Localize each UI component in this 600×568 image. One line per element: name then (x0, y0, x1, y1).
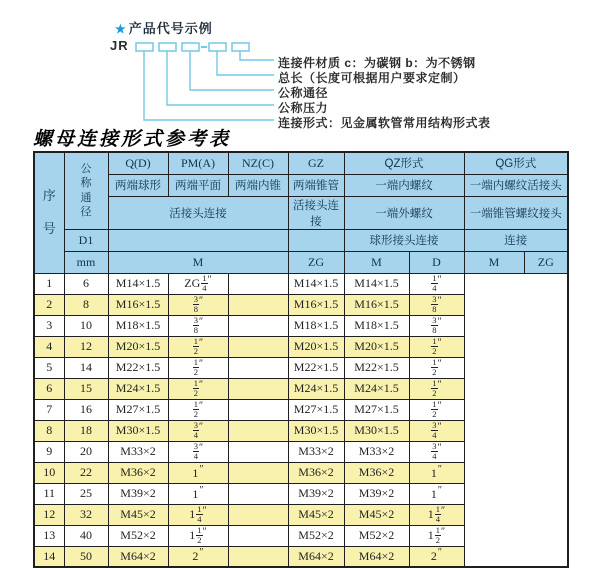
connector-line (144, 51, 274, 120)
table-cell: M16×1.5 (288, 294, 344, 315)
table-cell: M24×1.5 (108, 378, 168, 399)
table-cell: 7 (34, 399, 64, 420)
table-cell (228, 294, 288, 315)
header-unit-qg-zg: ZG (524, 251, 568, 273)
header-unit-mm: mm (64, 251, 108, 273)
page-title: 螺母连接形式参考表 (33, 128, 232, 150)
table-cell (228, 483, 288, 504)
table-cell: M30×1.5 (344, 420, 409, 441)
table-cell: M18×1.5 (108, 315, 168, 336)
table-cell: 13 (34, 525, 64, 546)
header-col-gz: GZ (288, 152, 344, 174)
table-cell: $\frac{3}{4}$ ″ (409, 441, 464, 462)
table-cell: 22 (64, 462, 108, 483)
header-col-qg: QG形式 (464, 152, 568, 174)
diagram-label-connection: 连接形式：见金属软管常用结构形式表 (278, 116, 491, 130)
table-cell: M36×2 (108, 462, 168, 483)
connector-line (240, 51, 274, 60)
table-cell: 1 $\frac{1}{2}$ ″ (409, 525, 464, 546)
header-gz-desc: 两端锥管 (288, 174, 344, 196)
table-cell: M22×1.5 (108, 357, 168, 378)
table-cell: 2″ (168, 546, 228, 567)
table-cell: ZG $\frac{1}{4}$ ″ (168, 273, 228, 294)
header-col-qz: QZ形式 (344, 152, 464, 174)
table-cell (228, 357, 288, 378)
table-cell: M18×1.5 (344, 315, 409, 336)
table-row (34, 273, 568, 294)
header-empty-cell (288, 229, 344, 251)
header-empty-cell (108, 229, 288, 251)
header-col-pm: PM(A) (168, 152, 228, 174)
header-qg-connection: 连接 (464, 229, 568, 251)
table-cell: 1″ (409, 462, 464, 483)
table-cell: $\frac{3}{8}$ ″ (409, 315, 464, 336)
table-cell (228, 546, 288, 567)
table-row (34, 483, 568, 504)
table-row (34, 336, 568, 357)
table-cell: 6 (64, 273, 108, 294)
header-col-nz: NZ(C) (228, 152, 288, 174)
table-cell: 9 (34, 441, 64, 462)
product-code-box (232, 43, 249, 51)
header-seq: 序号 (34, 152, 64, 273)
table-cell: M64×2 (288, 546, 344, 567)
table-cell: M52×2 (344, 525, 409, 546)
table-cell: M36×2 (344, 462, 409, 483)
product-code-box (209, 43, 226, 51)
table-cell: M27×1.5 (288, 399, 344, 420)
table-cell: M20×1.5 (108, 336, 168, 357)
header-nz-desc: 两端内锥 (228, 174, 288, 196)
table-cell: 1″ (168, 462, 228, 483)
table-cell: M64×2 (344, 546, 409, 567)
table-cell: M45×2 (344, 504, 409, 525)
product-code-box (182, 43, 199, 51)
table-cell: 16 (64, 399, 108, 420)
header-col-q: Q(D) (108, 152, 168, 174)
table-cell: $\frac{3}{8}$ ″ (409, 294, 464, 315)
table-cell: $\frac{3}{8}$ ″ (168, 294, 228, 315)
table-cell (228, 441, 288, 462)
header-unit-qg-m: M (464, 251, 524, 273)
table-cell: 1″ (409, 483, 464, 504)
table-cell: 14 (64, 357, 108, 378)
connector-line (190, 51, 274, 90)
table-cell: M45×2 (288, 504, 344, 525)
product-code-box (136, 43, 153, 51)
table-cell: M30×1.5 (288, 420, 344, 441)
table-cell (228, 420, 288, 441)
table-cell (228, 399, 288, 420)
table-cell: 1″ (168, 483, 228, 504)
table-row (34, 315, 568, 336)
table-cell: $\frac{3}{8}$ ″ (168, 315, 228, 336)
table-cell: 8 (64, 294, 108, 315)
table-cell: M16×1.5 (108, 294, 168, 315)
table-cell: M33×2 (108, 441, 168, 462)
table-cell: 10 (64, 315, 108, 336)
nut-connection-table (33, 151, 569, 568)
diagram-label-diameter: 公称通径 (278, 86, 329, 100)
star-icon: ★ (115, 22, 127, 36)
header-unit-m: M (108, 251, 288, 273)
table-row (34, 399, 568, 420)
table-row (34, 546, 568, 567)
table-cell (228, 273, 288, 294)
header-unit-qz-m: M (344, 251, 409, 273)
table-cell: M39×2 (288, 483, 344, 504)
table-cell (228, 462, 288, 483)
table-row (34, 504, 568, 525)
table-cell: M33×2 (344, 441, 409, 462)
table-cell: 32 (64, 504, 108, 525)
table-cell: M36×2 (288, 462, 344, 483)
table-row (34, 378, 568, 399)
diagram-title-text: 产品代号示例 (128, 21, 213, 36)
product-code-prefix: JR (110, 38, 129, 53)
header-nominal-diameter: 公称通径 (64, 152, 108, 229)
table-cell: $\frac{1}{2}$ ″ (409, 336, 464, 357)
table-row (34, 294, 568, 315)
table-cell: M64×2 (108, 546, 168, 567)
table-cell: 2″ (409, 546, 464, 567)
table-cell: M27×1.5 (108, 399, 168, 420)
header-unit-qz-d: D (409, 251, 464, 273)
table-cell: 11 (34, 483, 64, 504)
table-cell: $\frac{3}{4}$ ″ (168, 420, 228, 441)
table-row (34, 420, 568, 441)
table-cell: 20 (64, 441, 108, 462)
table-cell: 15 (64, 378, 108, 399)
header-d1: D1 (64, 229, 108, 251)
header-qg-desc1: 一端内螺纹活接头 (464, 174, 568, 196)
table-cell (228, 504, 288, 525)
table-cell: 1 $\frac{1}{2}$ ″ (168, 525, 228, 546)
table-cell: $\frac{1}{2}$ ″ (168, 357, 228, 378)
table-cell: M24×1.5 (288, 378, 344, 399)
table-cell: M14×1.5 (288, 273, 344, 294)
table-cell: M39×2 (108, 483, 168, 504)
table-cell: 1 (34, 273, 64, 294)
table-cell: M16×1.5 (344, 294, 409, 315)
table-cell: $\frac{3}{4}$ ″ (409, 420, 464, 441)
table-cell: 1 $\frac{1}{4}$ ″ (409, 504, 464, 525)
table-cell: 4 (34, 336, 64, 357)
table-cell: M33×2 (288, 441, 344, 462)
table-cell: M22×1.5 (344, 357, 409, 378)
table-cell: 1 $\frac{1}{4}$ ″ (168, 504, 228, 525)
table-cell: M14×1.5 (108, 273, 168, 294)
table-cell: M18×1.5 (288, 315, 344, 336)
table-cell: 14 (34, 546, 64, 567)
table-cell: M20×1.5 (288, 336, 344, 357)
table-cell: 6 (34, 378, 64, 399)
header-gz-connection: 活接头连接 (288, 196, 344, 229)
table-cell (228, 315, 288, 336)
table-cell: 40 (64, 525, 108, 546)
table-cell: 12 (34, 504, 64, 525)
table-cell (228, 378, 288, 399)
table-cell: 3 (34, 315, 64, 336)
table-cell (228, 525, 288, 546)
header-qg-desc2: 一端锥管螺纹接头 (464, 196, 568, 229)
table-cell: 50 (64, 546, 108, 567)
table-cell: 2 (34, 294, 64, 315)
diagram-label-length: 总长（长度可根据用户要求定制） (278, 71, 466, 85)
header-union-connection: 活接头连接 (108, 196, 288, 229)
table-cell: $\frac{1}{2}$ ″ (409, 378, 464, 399)
table-cell: M20×1.5 (344, 336, 409, 357)
table-cell: M39×2 (344, 483, 409, 504)
table-cell: $\frac{1}{2}$ ″ (168, 336, 228, 357)
diagram-label-material: 连接件材质 c：为碳钢 b：为不锈钢 (278, 56, 476, 70)
table-cell: 25 (64, 483, 108, 504)
table-cell: 8 (34, 420, 64, 441)
header-q-desc: 两端球形 (108, 174, 168, 196)
table-cell: $\frac{1}{2}$ ″ (409, 399, 464, 420)
table-cell: M30×1.5 (108, 420, 168, 441)
connector-line (217, 51, 274, 75)
table-cell: M22×1.5 (288, 357, 344, 378)
table-cell: 10 (34, 462, 64, 483)
header-qz-connection: 球形接头连接 (344, 229, 464, 251)
table-cell: M24×1.5 (344, 378, 409, 399)
table-row (34, 462, 568, 483)
table-cell: 12 (64, 336, 108, 357)
diagram-title (115, 18, 213, 37)
table-row (34, 357, 568, 378)
table-cell: M52×2 (108, 525, 168, 546)
connector-line (167, 51, 274, 105)
table-cell: M52×2 (288, 525, 344, 546)
table-cell: $\frac{1}{2}$ ″ (168, 378, 228, 399)
table-cell: $\frac{1}{4}$ ″ (409, 273, 464, 294)
table-cell: $\frac{1}{2}$ ″ (409, 357, 464, 378)
table-cell: $\frac{3}{4}$ ″ (168, 441, 228, 462)
table-body (34, 273, 568, 567)
diagram-label-pressure: 公称压力 (278, 101, 329, 115)
table-cell: 5 (34, 357, 64, 378)
table-cell: M27×1.5 (344, 399, 409, 420)
table-header (34, 152, 568, 273)
header-qz-desc1: 一端内螺纹 (344, 174, 464, 196)
header-unit-zg: ZG (288, 251, 344, 273)
header-qz-desc2: 一端外螺纹 (344, 196, 464, 229)
table-cell: $\frac{1}{2}$ ″ (168, 399, 228, 420)
product-code-box (159, 43, 176, 51)
table-cell: 18 (64, 420, 108, 441)
header-pm-desc: 两端平面 (168, 174, 228, 196)
table-row (34, 441, 568, 462)
table-cell (228, 336, 288, 357)
table-cell: M14×1.5 (344, 273, 409, 294)
table-row (34, 525, 568, 546)
table-cell: M45×2 (108, 504, 168, 525)
